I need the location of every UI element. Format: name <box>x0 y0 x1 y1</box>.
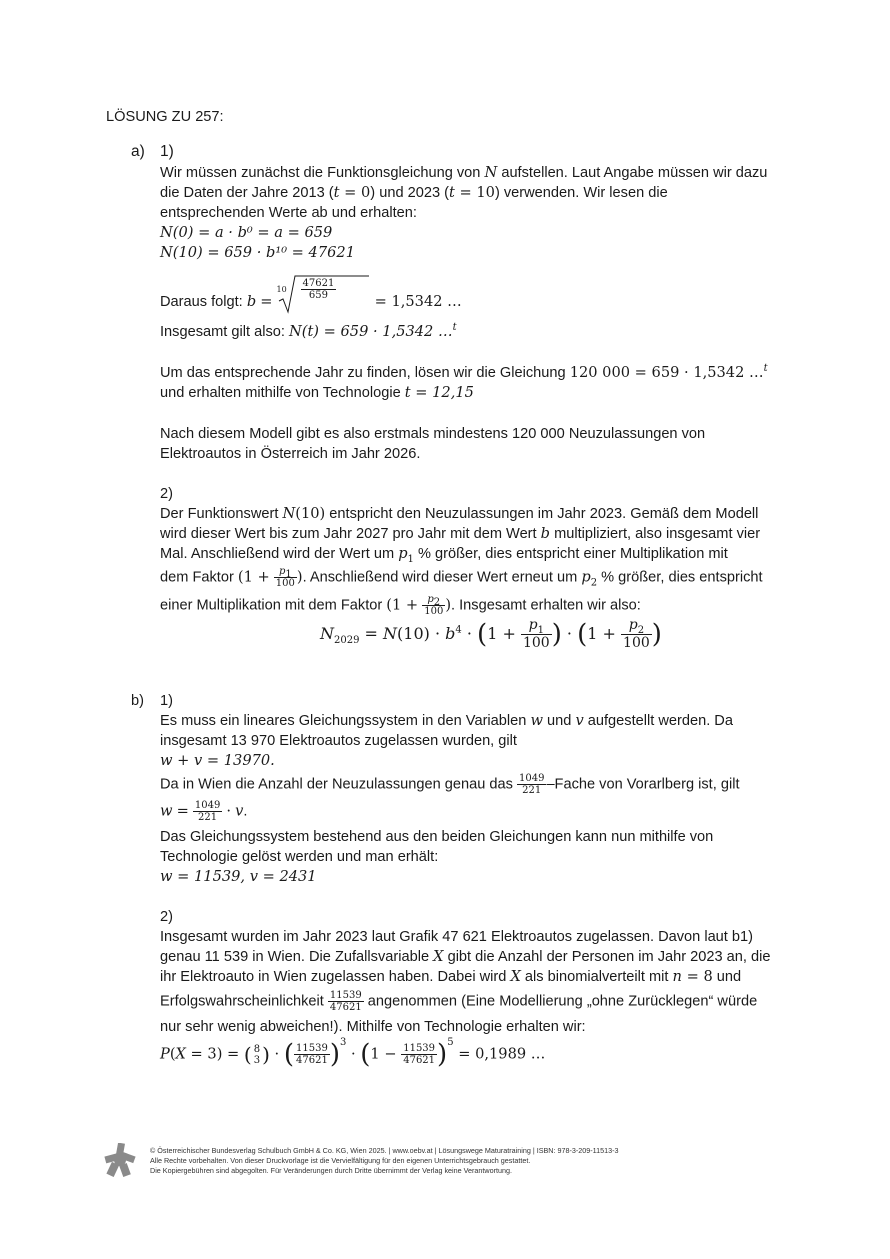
b2-line-1: Insgesamt wurden im Jahr 2023 laut Grafik 47 621 Elektroautos zugelassen. Davon laut b1) <box>160 929 753 945</box>
solution-heading: LÖSUNG ZU 257: <box>106 109 224 125</box>
fraction-p1-100-display: $\frac{p_1}{100}$ <box>522 617 550 651</box>
a1-technology-line: und erhalten mithilfe von Technologie t = 12,15 <box>160 384 474 401</box>
copyright-footer <box>150 1146 618 1176</box>
a2-line-4: dem Faktor (1 + $\frac{p_1}{100}$ ). Anschließend wird dieser Wert erneut um $p_2$ % größer, dies entspricht <box>160 566 763 589</box>
fraction-47621-659: $\frac{47621}{659}$ <box>302 278 335 302</box>
a1-result-line-1: Nach diesem Modell gibt es also erstmals mindestens 120 000 Neuzulassungen von <box>160 426 706 442</box>
fraction-p1-100: $\frac{p_1}{100}$ <box>275 566 295 589</box>
part-b2-number: 2) <box>160 909 173 925</box>
a2-line-5: einer Multiplikation mit dem Faktor (1 + $\frac{p_2}{100}$ ). Insgesamt erhalten wir also: <box>160 594 641 617</box>
fraction-1049-221: $\frac{1049}{221}$ <box>518 773 545 796</box>
b2-line-4: Erfolgswahrscheinlichkeit $\frac{11539}{47621}$ angenommen (Eine Modellierung „ohne Zurücklegen“ würde <box>160 990 758 1013</box>
fraction-11539-47621: $\frac{11539}{47621}$ <box>329 990 362 1013</box>
solution-w-v: w = 11539, v = 2431 <box>160 868 317 885</box>
a1-formula-line: Insgesamt gilt also: N(t) = 659 · 1,5342 …$^t$ <box>160 322 457 340</box>
publisher-logo-icon <box>104 1143 136 1177</box>
part-b-label: b) <box>131 693 144 709</box>
b2-line-5: nur sehr wenig abweichen!). Mithilfe von Technologie erhalten wir: <box>160 1019 586 1035</box>
root-expression <box>276 278 371 312</box>
part-a-label: a) <box>131 143 145 160</box>
equation-w-ratio: w = $\frac{1049}{221}$ · v. <box>160 800 248 823</box>
b1-line-2: insgesamt 13 970 Elektroautos zugelassen wurden, gilt <box>160 733 517 749</box>
footer-line-2: Alle Rechte vorbehalten. Von dieser Druckvorlage ist die Vervielfältigung für den eigenen Unterrichtsgebrauch gestattet. <box>150 1156 531 1165</box>
fraction-1049-221-eq: $\frac{1049}{221}$ <box>194 800 221 823</box>
root-index: 10 <box>276 285 287 295</box>
part-a1-number: 1) <box>160 143 174 160</box>
a1-line-2: die Daten der Jahre 2013 (t = 0) und 2023 (t = 10) verwenden. Wir lesen die <box>160 184 668 201</box>
part-b1-number: 1) <box>160 693 173 709</box>
a1-line-3: entsprechenden Werte ab und erhalten: <box>160 205 417 221</box>
a2-line-2: wird dieser Wert bis zum Jahr 2027 pro Jahr mit dem Wert b multipliziert, also insgesamt vier <box>160 525 761 542</box>
equation-n10: N(10) = 659 · b¹⁰ = 47621 <box>160 244 355 261</box>
equation-n0: N(0) = a · b⁰ = a = 659 <box>160 224 333 241</box>
footer-line-1: © Österreichischer Bundesverlag Schulbuch GmbH & Co. KG, Wien 2025. | www.oebv.at | Lösungswege Maturatraining | ISBN: 978-3-209-11513-3 <box>150 1146 619 1155</box>
b2-line-2: genau 11 539 in Wien. Die Zufallsvariable X gibt die Anzahl der Personen im Jahr 2023 an, die <box>160 948 771 965</box>
a2-line-3: Mal. Anschließend wird der Wert um $p_1$ % größer, dies entspricht einer Multiplikation mit <box>160 545 728 565</box>
fraction-p2-100-display: $\frac{p_2}{100}$ <box>623 617 650 651</box>
b1-line-4: Da in Wien die Anzahl der Neuzulassungen genau das $\frac{1049}{221}$ –Fache von Vorarlberg ist, gilt <box>160 773 740 796</box>
formula-n2029: $N_{2029} = N(10) \cdot b^4 \cdot (1$ + $\frac{p_1}{100}$ ) · (1 + $\frac{p_2}{100}$ ) <box>320 617 662 651</box>
b1-line-7: Technologie gelöst werden und man erhält: <box>160 849 439 865</box>
equation-w-plus-v: w + v = 13970. <box>160 752 275 769</box>
footer-line-3: Die Kopiergebühren sind abgegolten. Für Veränderungen durch Dritte übernimmt der Verlag keine Verantwortung. <box>150 1166 512 1175</box>
a2-line-1: Der Funktionswert N(10) entspricht den Neuzulassungen im Jahr 2023. Gemäß dem Modell <box>160 505 759 522</box>
b1-line-1: Es muss ein lineares Gleichungssystem in den Variablen w und v aufgestellt werden. Da <box>160 712 733 729</box>
part-a2-number: 2) <box>160 486 173 502</box>
a1-root-line: Daraus folgt: b = 10 $\frac{47621}{659}$ = 1,5342 … <box>160 292 462 312</box>
fraction-p2-100: $\frac{p_2}{100}$ <box>424 594 444 617</box>
b2-line-3: ihr Elektroauto in Wien zugelassen haben. Dabei wird X als binomialverteilt mit n = 8 und <box>160 968 742 985</box>
binomial-probability-formula: P(X = 3) = ( 8 3 ) · ( $\frac{11539}{47621}$ )$^3$ · (1 − $\frac{11539}{47621}$ )$^5$ = 0,1989 … <box>160 1036 546 1070</box>
a1-result-line-2: Elektroautos in Österreich im Jahr 2026. <box>160 446 421 462</box>
b1-line-6: Das Gleichungssystem bestehend aus den beiden Gleichungen kann nun mithilfe von <box>160 829 714 845</box>
a1-year-line: Um das entsprechende Jahr zu finden, lösen wir die Gleichung 120 000 = 659 · 1,5342 …$^t$ <box>160 363 768 381</box>
a1-line-1: Wir müssen zunächst die Funktionsgleichung von N aufstellen. Laut Angabe müssen wir dazu <box>160 164 768 181</box>
